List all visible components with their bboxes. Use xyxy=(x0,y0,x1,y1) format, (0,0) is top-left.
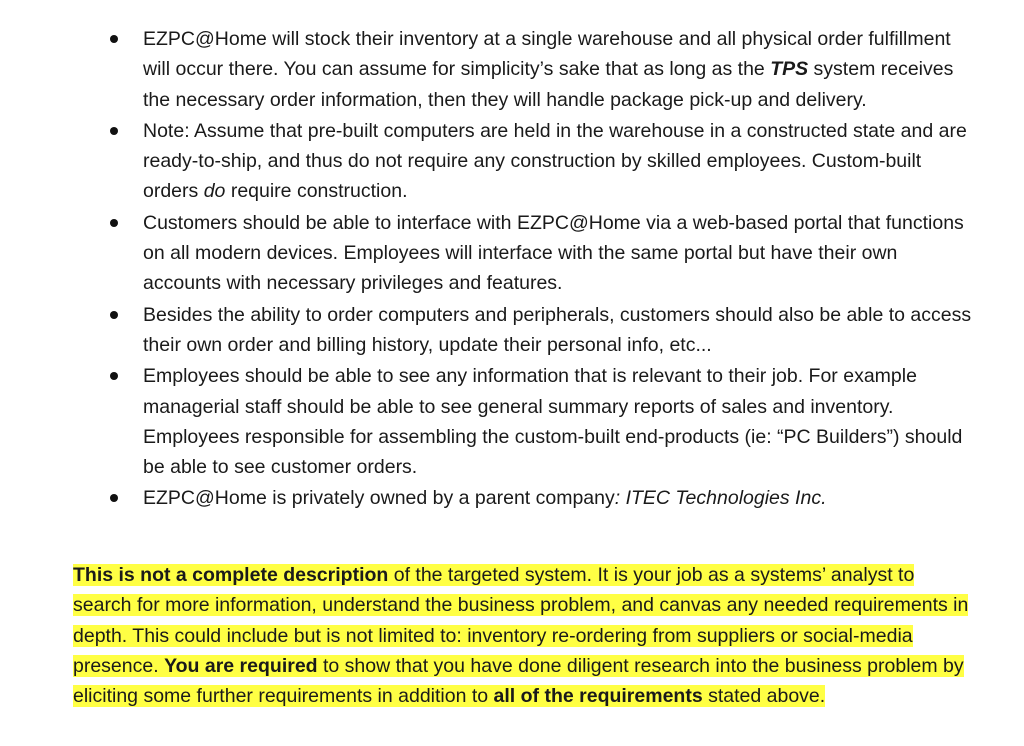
list-item xyxy=(0,24,973,115)
highlighted-paragraph xyxy=(73,560,973,711)
bullet-text: Besides the ability to order computers and peripherals, customers should also be able to access their own order and billing history, update their personal info, etc... xyxy=(143,303,972,356)
bullet-text: system receives the necessary order information, then they will handle package pick-up and delivery. xyxy=(143,58,954,111)
bullet-text: EZPC@Home will stock their inventory at a single warehouse and all physical order fulfillment will occur there. You can assume for simplicity’s sake that as long as the xyxy=(143,28,951,81)
list-item xyxy=(0,300,973,361)
bullet-icon xyxy=(110,35,118,43)
list-item xyxy=(0,208,973,299)
company-name: : ITEC Technologies Inc. xyxy=(614,487,827,510)
bold-phrase: You are required xyxy=(164,654,318,677)
bullet-text: Customers should be able to interface with EZPC@Home via a web-based portal that functions on all modern devices. Employees will interface with the same portal but have their own accounts with necessary privileges and features. xyxy=(143,211,964,295)
bullet-icon xyxy=(110,372,118,380)
bullet-icon xyxy=(110,219,118,227)
requirements-list xyxy=(0,24,1024,515)
list-item xyxy=(0,483,973,513)
bullet-emphasis: TPS xyxy=(770,58,809,81)
bullet-text: Employees should be able to see any information that is relevant to their job. For example managerial staff should be able to see general summary reports of sales and inventory. Employees responsible for assembling the custom-built end-products (ie: “PC Builders”) should be able to see customer orders. xyxy=(143,365,963,479)
paragraph-text: to show that you have done diligent research into the business problem by eliciting some further requirements in addition to xyxy=(73,654,964,708)
bullet-icon xyxy=(110,127,118,135)
bullet-text: EZPC@Home is privately owned by a parent company xyxy=(143,487,615,510)
bold-phrase: This is not a complete description xyxy=(73,564,389,586)
bullet-text: Note: Assume that pre-built computers are held in the warehouse in a constructed state and are ready-to-ship, and thus do not require any construction by skilled employees. Custom-built orders xyxy=(143,119,967,203)
bold-phrase: all of the requirements xyxy=(493,685,703,708)
list-item xyxy=(0,116,973,207)
bullet-emphasis: do xyxy=(203,180,226,203)
bullet-icon xyxy=(110,494,118,502)
list-item xyxy=(0,361,973,482)
bullet-text: require construction. xyxy=(225,180,408,203)
bullet-icon xyxy=(110,311,118,319)
paragraph-text: of the targeted system. It is your job as a systems’ analyst to search for more information, understand the business problem, and canvas any needed requirements in depth. This could include but is not limited to: inventory re-ordering from suppliers or social-media presence. xyxy=(73,564,969,677)
paragraph-text: stated above. xyxy=(702,685,826,708)
